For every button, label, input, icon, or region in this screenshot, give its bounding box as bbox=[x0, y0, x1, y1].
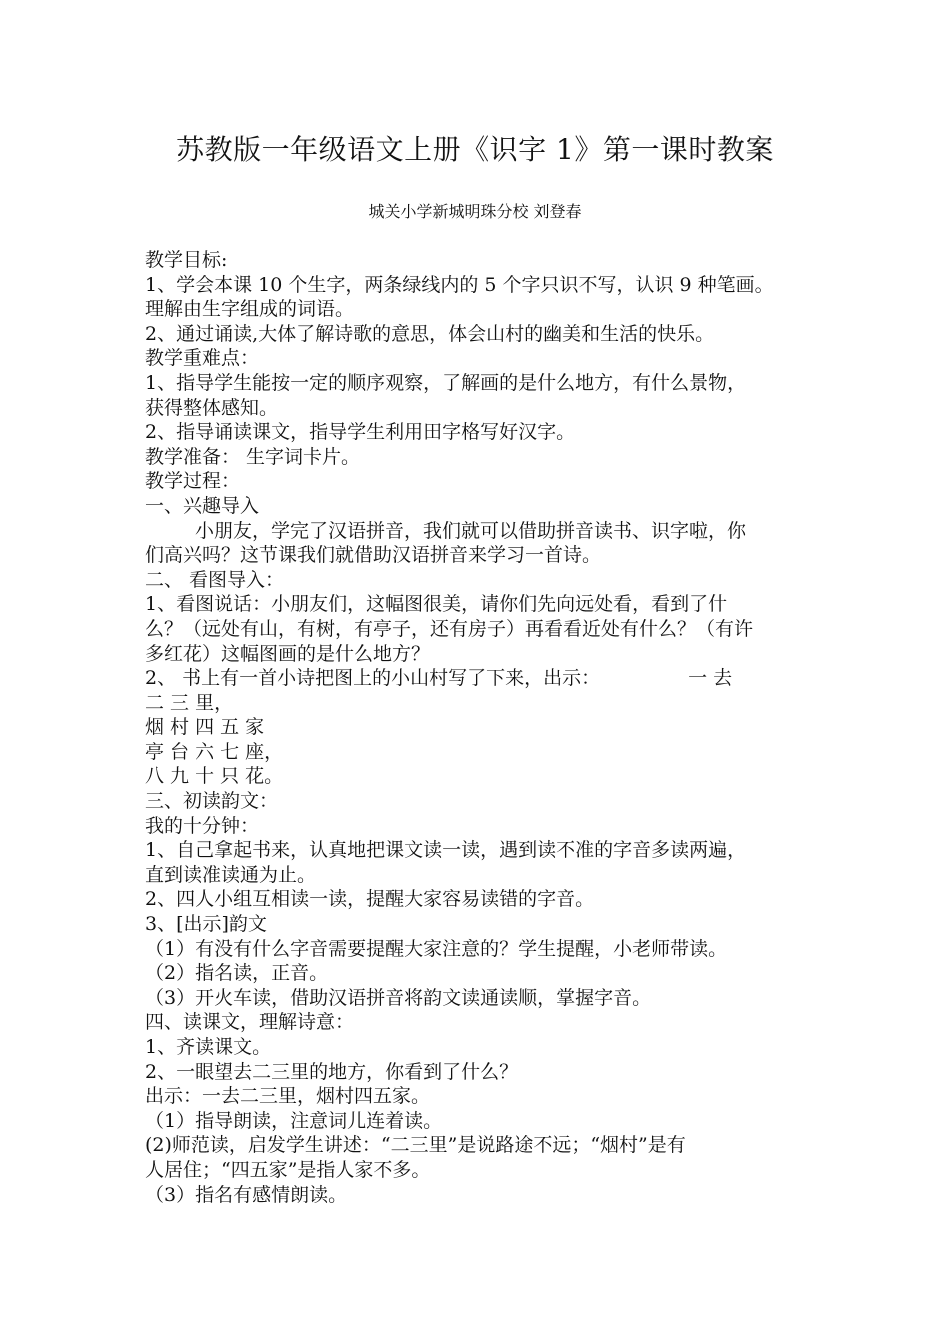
paragraph-line: 2、指导诵读课文，指导学生利用田字格写好汉字。 bbox=[145, 421, 576, 444]
paragraph-line: 2、四人小组互相读一读，提醒大家容易读错的字音。 bbox=[145, 888, 595, 911]
section-heading: 教学重难点： bbox=[145, 347, 260, 370]
section-heading: 教学目标: bbox=[145, 249, 228, 271]
paragraph-line: （1）有没有什么字音需要提醒大家注意的？学生提醒，小老师带读。 bbox=[145, 937, 728, 960]
paragraph-line: （1）指导朗读，注意词儿连着读。 bbox=[145, 1109, 443, 1132]
section-heading: 二、 看图导入： bbox=[145, 568, 285, 591]
paragraph-line: 1、指导学生能按一定的顺序观察，了解画的是什么地方，有什么景物， bbox=[145, 371, 747, 394]
paragraph-line: 我的十分钟： bbox=[145, 814, 260, 837]
paragraph-line: （3）开火车读，借助汉语拼音将韵文读通读顺，掌握字音。 bbox=[145, 986, 652, 1009]
paragraph-line: 1、自己拿起书来，认真地把课文读一读，遇到读不准的字音多读两遍， bbox=[145, 839, 747, 862]
paragraph-line bbox=[145, 666, 825, 691]
paragraph-line: 人居住；“四五家”是指人家不多。 bbox=[145, 1158, 431, 1181]
section-heading: 一、兴趣导入 bbox=[145, 494, 260, 517]
paragraph-line: 1、看图说话：小朋友们，这幅图很美，请你们先向远处看，看到了什 bbox=[145, 593, 728, 616]
paragraph-line: 直到读准读通为止。 bbox=[145, 863, 317, 886]
poem-line: 烟 村 四 五 家 bbox=[145, 716, 265, 739]
paragraph-text: 2、 书上有一首小诗把图上的小山村写了下来，出示： bbox=[145, 667, 601, 690]
poem-line: 八 九 十 只 花。 bbox=[145, 765, 284, 788]
document-body bbox=[145, 248, 825, 1207]
paragraph-line: 2、通过诵读,大体了解诗歌的意思，体会山村的幽美和生活的快乐。 bbox=[145, 322, 715, 345]
author-line: 城关小学新城明珠分校 刘登春 bbox=[368, 202, 582, 221]
paragraph-line: （3）指名有感情朗读。 bbox=[145, 1183, 348, 1206]
paragraph-line: 么？（远处有山，有树，有亭子，还有房子）再看看近处有什么？（有许 bbox=[145, 617, 754, 640]
paragraph-line: （2）指名读，正音。 bbox=[145, 962, 329, 985]
paragraph-line: 出示：一去二三里，烟村四五家。 bbox=[145, 1085, 431, 1108]
paragraph-line: 1、齐读课文。 bbox=[145, 1036, 272, 1058]
poem-text: 一 去 bbox=[688, 667, 733, 690]
paragraph-line: 多红花）这幅图画的是什么地方？ bbox=[145, 642, 431, 665]
paragraph-line: 们高兴吗？这节课我们就借助汉语拼音来学习一首诗。 bbox=[145, 544, 602, 567]
document-title: 苏教版一年级语文上册《识字 1》第一课时教案 bbox=[176, 133, 774, 166]
paragraph-line: 小朋友，学完了汉语拼音，我们就可以借助拼音读书、识字啦，你 bbox=[195, 519, 747, 542]
section-heading: 三、初读韵文： bbox=[145, 790, 279, 813]
paragraph-line: 获得整体感知。 bbox=[145, 396, 279, 419]
poem-line: 二 三 里， bbox=[145, 691, 234, 714]
poem-line: 亭 台 六 七 座， bbox=[145, 740, 284, 763]
paragraph-line: 理解由生字组成的词语。 bbox=[145, 298, 355, 321]
paragraph-line: 3、[出示]韵文 bbox=[145, 913, 267, 936]
paragraph-line: 2、一眼望去二三里的地方，你看到了什么？ bbox=[145, 1060, 519, 1083]
paragraph-line: 1、学会本课 10 个生字，两条绿线内的 5 个字只识不写，认识 9 种笔画。 bbox=[145, 273, 774, 296]
section-heading: 教学过程： bbox=[145, 470, 241, 493]
section-heading: 四、读课文，理解诗意： bbox=[145, 1011, 355, 1034]
paragraph-line: (2)师范读，启发学生讲述：“二三里”是说路途不远；“烟村”是有 bbox=[145, 1134, 686, 1157]
paragraph-line: 教学准备： 生字词卡片。 bbox=[145, 445, 361, 468]
